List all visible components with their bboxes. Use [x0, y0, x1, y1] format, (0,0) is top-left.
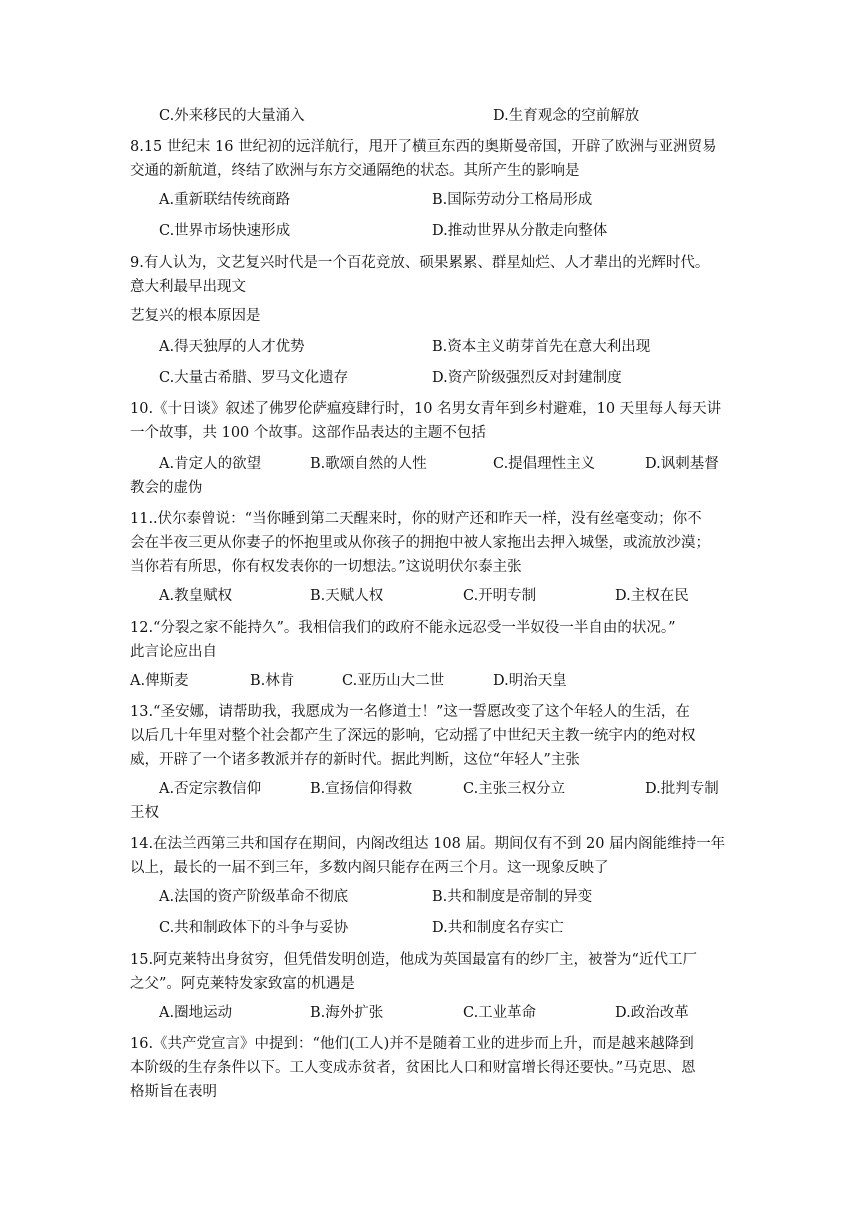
q8-option-d: D.推动世界从分散走向整体	[432, 223, 608, 239]
q8-option-b: B.国际劳动分工格局形成	[432, 192, 593, 208]
q11-option-a: A.教皇赋权	[159, 588, 233, 604]
q11-stem-line2: 会在半夜三更从你妻子的怀抱里或从你孩子的拥抱中被人家拖出去押入城堡，或流放沙漠；	[130, 535, 710, 551]
q16-stem-line3: 格斯旨在表明	[130, 1084, 217, 1100]
q9-option-b: B.资本主义萌芽首先在意大利出现	[432, 339, 651, 355]
q15-option-d: D.政治改革	[615, 1005, 689, 1021]
q7-option-d: D.生育观念的空前解放	[493, 108, 640, 124]
q15-option-c: C.工业革命	[463, 1005, 537, 1021]
q10-option-b: B.歌颂自然的人性	[310, 456, 427, 472]
q14-stem-line1: 14.在法兰西第三共和国存在期间，内阁改组达 108 届。期间仅有不到 20 届内阁能维持一年	[130, 836, 726, 852]
q9-stem-line3: 艺复兴的根本原因是	[130, 308, 261, 324]
q11-option-c: C.开明专制	[463, 588, 537, 604]
q13-stem-line2: 以后几十年里对整个社会都产生了深远的影响，它动摇了中世纪天主教一统宇内的绝对权	[130, 728, 696, 744]
q15-option-b: B.海外扩张	[310, 1005, 384, 1021]
q14-option-c: C.共和制政体下的斗争与妥协	[159, 920, 349, 936]
q13-option-d-continued: 王权	[130, 805, 159, 821]
q10-stem-line1: 10.《十日谈》叙述了佛罗伦萨瘟疫肆行时，10 名男女青年到乡村避难，10 天里每人每天讲	[130, 401, 722, 417]
q14-option-b: B.共和制度是帝制的异变	[432, 889, 593, 905]
q12-option-a: A.俾斯麦	[130, 673, 189, 689]
q10-option-a: A.肯定人的欲望	[159, 456, 262, 472]
q11-option-b: B.天赋人权	[310, 588, 384, 604]
q8-option-c: C.世界市场快速形成	[159, 223, 291, 239]
q7-option-c: C.外来移民的大量涌入	[159, 108, 305, 124]
q15-stem-line1: 15.阿克莱特出身贫穷，但凭借发明创造，他成为英国最富有的纱厂主，被誉为“近代工厂	[130, 952, 697, 968]
q10-option-c: C.提倡理性主义	[493, 456, 596, 472]
q12-stem-line1: 12.“分裂之家不能持久”。我相信我们的政府不能永远忍受一半奴役一半自由的状况。”	[130, 620, 676, 636]
q10-stem-line2: 一个故事，共 100 个故事。这部作品表达的主题不包括	[130, 425, 486, 441]
q8-stem-line2: 交通的新航道，终结了欧洲与东方交通隔绝的状态。其所产生的影响是	[130, 163, 580, 179]
q13-option-c: C.主张三权分立	[463, 781, 566, 797]
q11-option-d: D.主权在民	[615, 588, 689, 604]
q14-option-d: D.共和制度名存实亡	[432, 920, 564, 936]
q13-option-b: B.宣扬信仰得救	[310, 781, 413, 797]
q9-option-a: A.得天独厚的人才优势	[159, 339, 305, 355]
q14-stem-line2: 以上，最长的一届不到三年，多数内阁只能存在两三个月。这一现象反映了	[130, 860, 609, 876]
q12-option-c: C.亚历山大二世	[342, 673, 445, 689]
q15-stem-line2: 之父”。阿克莱特发家致富的机遇是	[130, 976, 355, 992]
q12-option-d: D.明治天皇	[493, 673, 567, 689]
q14-option-a: A.法国的资产阶级革命不彻底	[159, 889, 349, 905]
q13-option-a: A.否定宗教信仰	[159, 781, 262, 797]
q8-option-a: A.重新联结传统商路	[159, 192, 291, 208]
q16-stem-line2: 本阶级的生存条件以下。工人变成赤贫者，贫困比人口和财富增长得还要快。”马克思、恩	[130, 1060, 696, 1076]
q8-stem-line1: 8.15 世纪末 16 世纪初的远洋航行，甩开了横亘东西的奥斯曼帝国，开辟了欧洲与亚洲贸易	[130, 139, 717, 155]
q13-stem-line3: 威，开辟了一个诸多教派并存的新时代。据此判断，这位“年轻人”主张	[130, 752, 580, 768]
q15-option-a: A.圈地运动	[159, 1005, 233, 1021]
q12-option-b: B.林肯	[250, 673, 295, 689]
q16-stem-line1: 16.《共产党宣言》中提到：“他们(工人)并不是随着工业的进步而上升，而是越来越降到	[130, 1036, 694, 1052]
q9-stem-line1: 9.有人认为，文艺复兴时代是一个百花竞放、硕果累累、群星灿烂、人才辈出的光辉时代。	[130, 255, 710, 271]
q10-option-d-continued: 教会的虚伪	[130, 480, 203, 496]
q11-stem-line1: 11..伏尔泰曾说：“当你睡到第二天醒来时，你的财产还和昨天一样，没有丝毫变动；你不	[130, 511, 702, 527]
q13-option-d: D.批判专制	[645, 781, 719, 797]
q13-stem-line1: 13.“圣安娜，请帮助我，我愿成为一名修道士！”这一誓愿改变了这个年轻人的生活，在	[130, 704, 690, 720]
q10-option-d: D.讽刺基督	[645, 456, 719, 472]
q11-stem-line3: 当你若有所思，你有权发表你的一切想法。”这说明伏尔泰主张	[130, 559, 522, 575]
q9-option-c: C.大量古希腊、罗马文化遗存	[159, 370, 349, 386]
q9-option-d: D.资产阶级强烈反对封建制度	[432, 370, 622, 386]
q12-stem-line2: 此言论应出自	[130, 644, 217, 660]
q9-stem-line2: 意大利最早出现文	[130, 279, 246, 295]
